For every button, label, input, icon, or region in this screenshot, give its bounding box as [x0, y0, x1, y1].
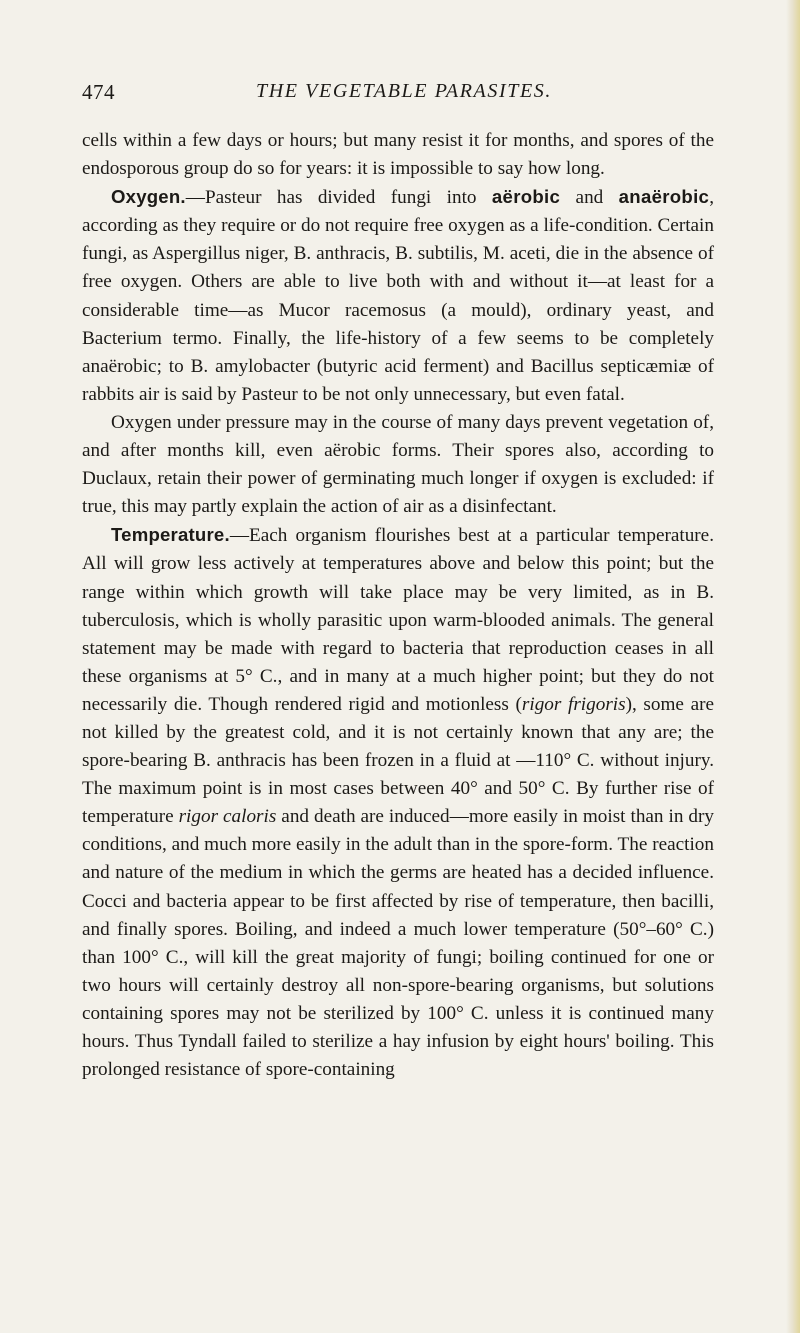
page-edge-shadow — [786, 0, 800, 1333]
body-text — [82, 127, 714, 1084]
paragraph-oxygen — [82, 183, 714, 409]
paragraph-continuation: cells within a few days or hours; but many resist it for months, and spores of the endosporous group do so for years: it is impossible to say how long. — [82, 130, 714, 180]
paragraph-text: —Each organism flourishes best at a particular temperature. All will grow less actively at temperatures above and below this point; but the range within which growth will take place may be very limited, as in B. tuberculosis, which is wholly parasitic upon warm-blooded animals. The general statement may be made with regard to bacteria that reproduction ceases in all these organisms at 5° C., and in many at a much higher point; but they do not necessarily die. Though rendered rigid and motionless ( — [82, 525, 714, 715]
paragraph-text: , according as they require or do not require free oxygen as a life-condition. Certain fungi, as Aspergillus niger, B. anthracis, B. subtilis, M. aceti, die in the absence of free oxygen. Others are able to live both with and without it—at least for a considerable time—as Mucor racemosus (a mould), ordinary yeast, and Bacterium termo. Finally, the life-history of a few seems to be completely anaërobic; to B. amylobacter (butyric acid ferment) and Bacillus septicæmiæ of rabbits air is said by Pasteur to be not only unnecessary, but even fatal. — [82, 187, 714, 405]
term-anaerobic: anaërobic — [618, 186, 710, 208]
page-number: 474 — [82, 80, 115, 104]
page-header — [82, 80, 722, 108]
section-heading-oxygen: Oxygen. — [111, 186, 186, 208]
term-rigor-caloris: rigor caloris — [178, 806, 277, 828]
running-title: THE VEGETABLE PARASITES. — [256, 80, 552, 102]
term-aerobic: aërobic — [491, 186, 561, 208]
paragraph-text: and death are induced—more easily in moist than in dry conditions, and much more easily in the adult than in the spore-form. The reaction and nature of the medium in which the germs are heated has a decided influence. Cocci and bacteria appear to be first affected by rise of temperature, then bacilli, and finally spores. Boiling, and indeed a much lower temperature (50°–60° C.) than 100° C., will kill the great majority of fungi; boiling continued for one or two hours will certainly destroy all non-spore-bearing organisms, but solutions containing spores may not be sterilized by 100° C. unless it is continued many hours. Thus Tyndall failed to sterilize a hay infusion by eight hours' boiling. This prolonged resistance of spore-containing — [82, 806, 714, 1081]
paragraph-temperature — [82, 521, 714, 1084]
section-heading-temperature: Temperature. — [111, 524, 230, 546]
paragraph-text: —Pasteur has divided fungi into — [185, 187, 492, 209]
paragraph-text: and — [560, 187, 619, 209]
paragraph-text: ), some are not killed by the greatest cold, and it is not certainly known that any are; the spore-bearing B. anthracis has been frozen in a fluid at —110° C. without injury. The maximum point is in most cases between 40° and 50° C. By further rise of temperature — [82, 693, 714, 828]
term-rigor-frigoris: rigor frigoris — [521, 693, 626, 715]
paragraph-oxygen-pressure: Oxygen under pressure may in the course of many days prevent vegetation of, and after months kill, even aërobic forms. Their spores also, according to Duclaux, retain their power of germinating much longer if oxygen is excluded: if true, this may partly explain the action of air as a disinfectant. — [82, 411, 714, 518]
